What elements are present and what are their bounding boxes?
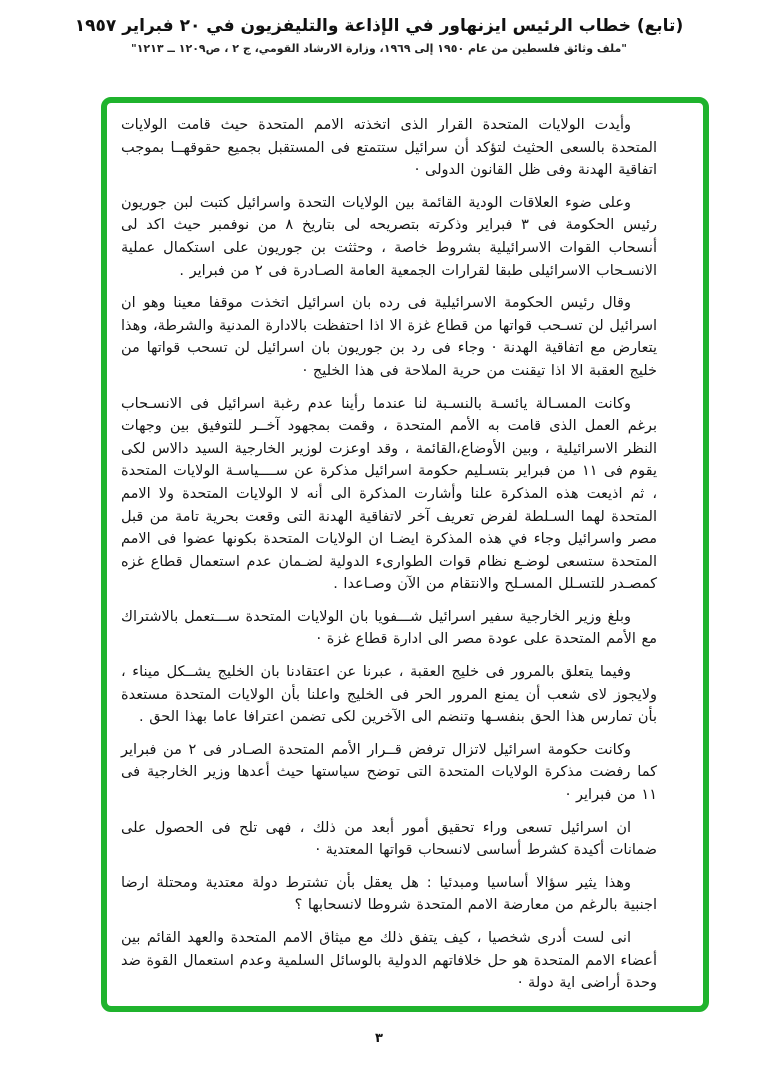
document-source-citation: "ملف وثائق فلسطين من عام ١٩٥٠ إلى ١٩٦٩، وزارة الارشاد القومي، ج ٢ ، ص١٢٠٩ ــ ١٢١٣" bbox=[130, 42, 627, 55]
paragraph: ان اسرائيل تسعى وراء تحقيق أمور أبعد من ذلك ، فهى تلح فى الحصول على ضمانات أكيدة كشرط أساسى لانسحاب قواتها المعتدية · bbox=[121, 819, 657, 859]
paragraph: وقال رئيس الحكومة الاسرائيلية فى رده بان اسرائيل اتخذت موقفا معينا وهو ان اسرائيل لن تسـحب قواتها من قطاع غزة الا اذا احتفظت بالادارة المدنية والشرطة، وهذا يتعارض مع اتفاقية الهدنة · وجاء فى رد بن جوريون بان اسرائيل لن تسحب قواتها من خليج العقبة الا اذا تيقنت من حرية الملاحة فى هذا الخليج · bbox=[121, 295, 657, 379]
paragraph: وكانت حكومة اسرائيل لاتزال ترفض قــرار الأمم المتحدة الصـادر فى ٢ من فبراير كما رفضت مذكرة الولايات المتحدة التى توضح سياستها حيث أعدها وزير الخارجية فى ١١ من فبراير · bbox=[121, 741, 657, 804]
paragraph: انى لست أدرى شخصيا ، كيف يتفق ذلك مع ميثاق الامم المتحدة والعهد القائم بين أعضاء الامم المتحدة هو حل خلافاتهم الدولية بالوسائل السلمية وعدم استعمال القوة ضد وحدة أراضى اية دولة · bbox=[121, 930, 657, 992]
paragraph: وهذا يثير سؤالا أساسيا ومبدئيا : هل يعقل بأن تشترط دولة معتدية ومحتلة ارضا اجنبية بالرغم من معارضة الامم المتحدة شروطا لانسحابها ؟ bbox=[121, 874, 657, 914]
paragraph: وعلى ضوء العلاقات الودية القائمة بين الولايات التحدة واسرائيل كتبت لبن جوريون رئيس الحكومة فى ٣ فبراير وذكرته بتصريحه لى بتاريخ ٨ من نوفمبر حيث اكد لى أنسحاب القوات الاسرائيلية بشروط خاصة ، وحثثت بن جوريون على استكمال عملية الانسـحاب الاسرائيلى طبقا لقرارات الجمعية العامة الصـادرة فى ٢ من فبراير . bbox=[121, 194, 657, 279]
page-number: ٣ bbox=[375, 1031, 383, 1046]
paragraph: وكانت المسـالة يائسـة بالنسـبة لنا عندما رأينا عدم رغبة اسرائيل فى الانسـحاب برغم العمل الذى قامت به الأمم المتحدة ، وقمت بمجهود آخــر للتوفيق بين وجهات النظر الاسرائيلية ، وبين الأوضاع،القائمة ، وقد اوعزت لوزير الخارجية السيد دالاس لكى يقوم فى ١١ من فبراير بتسـليم حكومة اسرائيل مذكرة عن ســــياسـة الولايات المتحدة ، ثم اذيعت هذه المذكرة علنا وأشارت المذكرة الى أنه لا الولايات المتحدة ولا الامم المتحدة لهما السـلطة لفرض تعريف آخر لاتفاقية الهدنة التى وقعت بحرية تامة من قبل مصر واسرائيل وجاء في هذه المذكرة ايضـا ان الولايات المتحدة بكونها عضوا فى الامم المتحدة ستسعى لوضـع نظام قوات الطوارىء الدولية لضـمان عدم استعمال قطاع غزه كمصـدر للتسـلل المسـلح والانتقام من الآن وصـاعدا . bbox=[121, 395, 657, 593]
paragraph: وأيدت الولايات المتحدة القرار الذى اتخذته الامم المتحدة حيث قامت الولايات المتحدة بالسعى الحثيث لتؤكد أن سرائيل ستتمتع فى المستقبل بجميع حقوقهــا بموجب اتفاقية الهدنة وفى ظل القانون الدولى · bbox=[121, 117, 657, 179]
document-title: (تابع) خطاب الرئيس ايزنهاور في الإذاعة والتليفزيون في ٢٠ فبراير ١٩٥٧ bbox=[74, 16, 684, 36]
paragraph: وبلغ وزير الخارجية سفير اسرائيل شـــفويا بان الولايات المتحدة ســـتعمل بالاشتراك مع الأمم المتحدة على عودة مصر الى ادارة قطاع غزة · bbox=[121, 608, 657, 648]
green-bordered-text-box bbox=[101, 97, 709, 1012]
page-header bbox=[0, 16, 758, 55]
paragraph: وفيما يتعلق بالمرور فى خليج العقبة ، عبرنا عن اعتقادنا بان الخليج يشــكل ميناء ، ولايجوز لاى شعب أن يمنع المرور الحر فى الخليج واعلنا بأن الولايات المتحدة مستعدة بأن تمارس هذا الحق بنفسـها وتنضم الى الآخرين لكى تضمن اعترافا عاما بهذا الحق . bbox=[121, 664, 657, 726]
